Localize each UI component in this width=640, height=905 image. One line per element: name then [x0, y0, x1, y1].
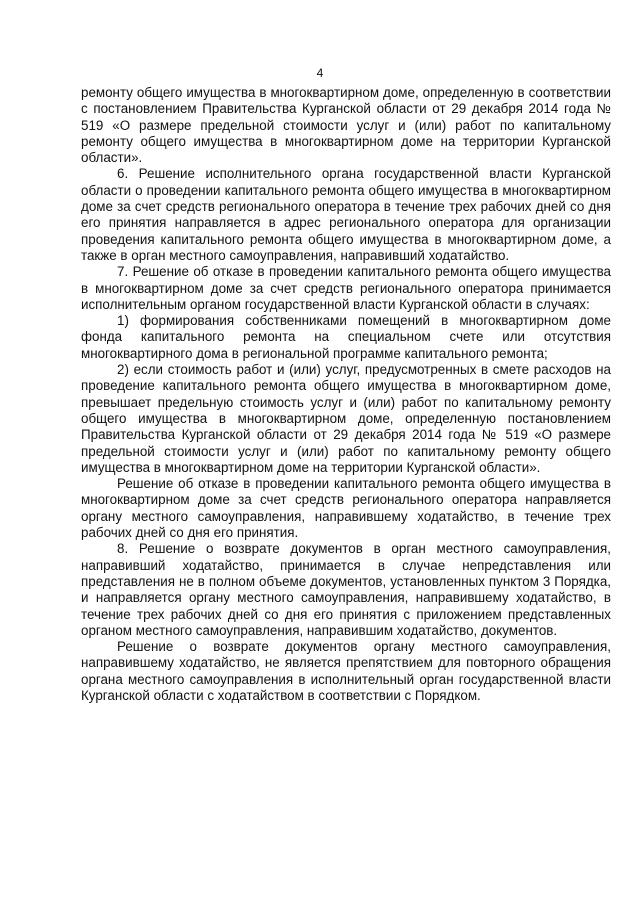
- paragraph-item-6: 6. Решение исполнительного органа государственной власти Курганской области о проведении капитального ремонта общего имущества в многоквартирном доме за счет средств регионального оператора в течение трех рабочих дней со дня его принятия направляется в адрес регионального оператора для организации проведения капитального ремонта общего имущества в многоквартирном доме, а также в орган местного самоуправления, направивший ходатайство.: [81, 166, 611, 263]
- paragraph-subitem-2: 2) если стоимость работ и (или) услуг, предусмотренных в смете расходов на проведение капитального ремонта общего имущества в многоквартирном доме, превышает предельную стоимость услуг и (или) работ по капитальному ремонту общего имущества в многоквартирном доме, определенную постановлением Правительства Курганской области от 29 декабря 2014 года № 519 «О размере предельной стоимости услуг и (или) работ по капитальному ремонту общего имущества в многоквартирном доме на территории Курганской области».: [81, 362, 611, 475]
- page-number: 4: [316, 66, 324, 80]
- paragraph-refusal-decision: Решение об отказе в проведении капитального ремонта общего имущества в многоквартирном доме за счет средств регионального оператора направляется органу местного самоуправления, направившему ходатайство, в течение трех рабочих дней со дня его принятия.: [81, 476, 611, 541]
- paragraph-item-8: 8. Решение о возврате документов в орган местного самоуправления, направивший ходатайство, принимается в случае непредставления или представления не в полном объеме документов, установленных пунктом 3 Порядка, и направляется органу местного самоуправления, направившему ходатайство, в течение трех рабочих дней со дня его принятия с приложением представленных органом местного самоуправления, направившим ходатайство, документов.: [81, 541, 611, 638]
- document-body: [81, 85, 611, 704]
- paragraph-return-decision: Решение о возврате документов органу местного самоуправления, направившему ходатайство, не является препятствием для повторного обращения органа местного самоуправления в исполнительный орган государственной власти Курганской области с ходатайством в соответствии с Порядком.: [81, 639, 611, 703]
- paragraph-item-7: 7. Решение об отказе в проведении капитального ремонта общего имущества в многоквартирном доме за счет средств регионального оператора принимается исполнительным органом государственной власти Курганской области в случаях:: [81, 264, 611, 312]
- paragraph-continuation: ремонту общего имущества в многоквартирном доме, определенную в соответствии с постановлением Правительства Курганской области от 29 декабря 2014 года № 519 «О размере предельной стоимости услуг и (или) работ по капитальному ремонту общего имущества в многоквартирном доме на территории Курганской области».: [81, 85, 611, 166]
- paragraph-subitem-1: 1) формирования собственниками помещений в многоквартирном доме фонда капитального ремонта на специальном счете или отсутствия многоквартирного дома в региональной программе капитального ремонта;: [81, 313, 611, 361]
